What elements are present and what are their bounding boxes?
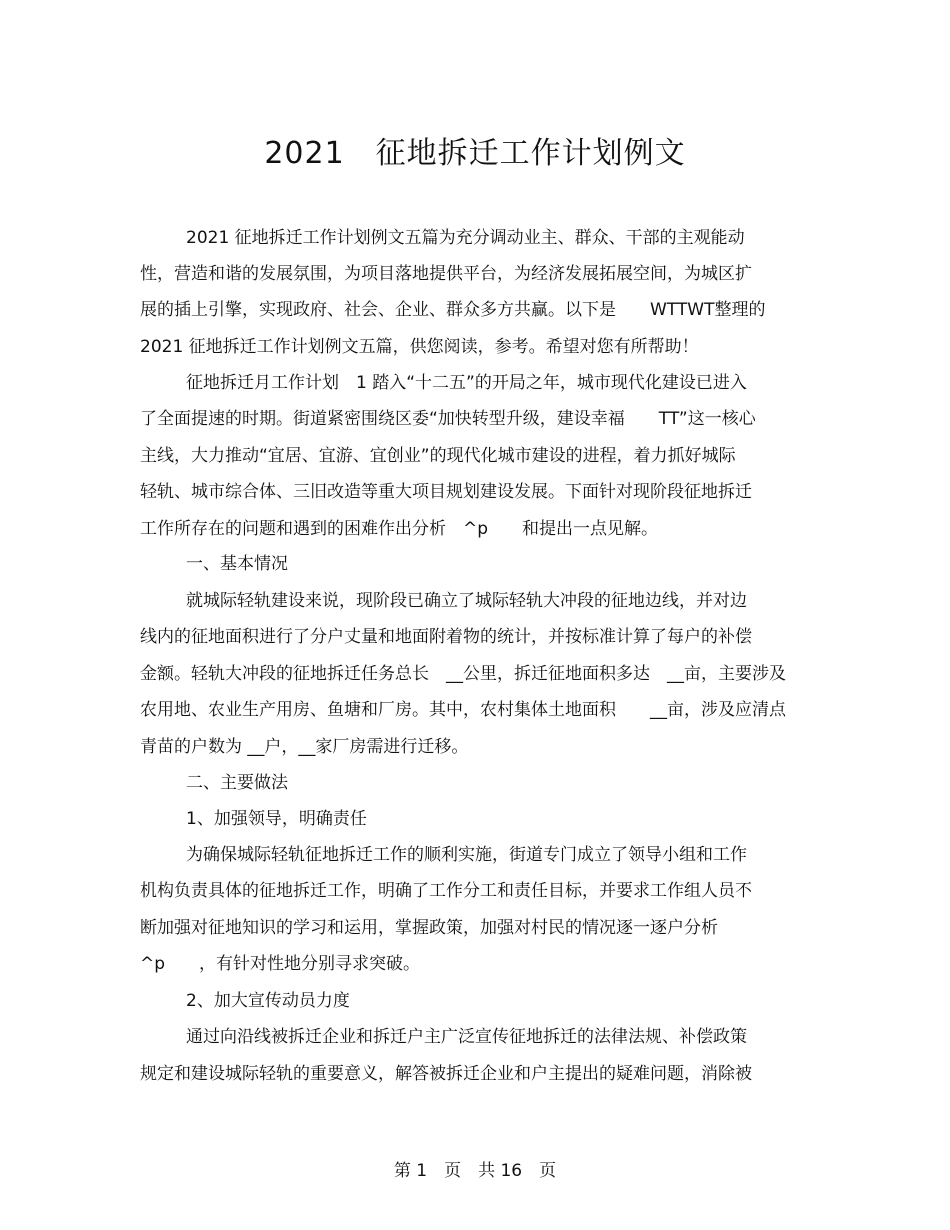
body-line: 规定和建设城际轻轨的重要意义，解答被拆迁企业和户主提出的疑难问题，消除被 [140,1064,752,1084]
body-line: 征地拆迁月工作计划 1 踏入“十二五”的开局之年，城市现代化建设已进入 [186,373,747,393]
body-line: 2021 征地拆迁工作计划例文五篇为充分调动业主、群众、干部的主观能动 [186,228,745,248]
body-line: ^p ，有针对性地分别寻求突破。 [140,954,421,974]
subsection-heading: 2、加大宣传动员力度 [186,991,350,1011]
body-line: 2021 征地拆迁工作计划例文五篇，供您阅读，参考。希望对您有所帮助！ [140,337,699,357]
body-line: 展的插上引擎，实现政府、社会、企业、群众多方共赢。以下是 WTTWT整理的 [140,300,766,320]
body-line: 主线，大力推动“宜居、宜游、宜创业”的现代化城市建设的进程，着力抓好城际 [140,446,736,466]
page-indicator: 第 1 页 共 16 页 [393,1161,557,1181]
section-heading: 一、基本情况 [186,554,288,574]
body-line: 青苗的户数为 __户，__家厂房需进行迁移。 [140,737,469,757]
body-line: 工作所存在的问题和遇到的困难作出分析 ^p 和提出一点见解。 [140,519,659,539]
body-line: 就城际轻轨建设来说，现阶段已确立了城际轻轨大冲段的征地边线，并对边 [186,591,747,611]
body-line: 金额。轻轨大冲段的征地拆迁任务总长 __公里，拆迁征地面积多达 __亩，主要涉及 [140,664,786,684]
body-line: 轻轨、城市综合体、三旧改造等重大项目规划建设发展。下面针对现阶段征地拆迁 [140,482,752,502]
body-line: 线内的征地面积进行了分户丈量和地面附着物的统计，并按标准计算了每户的补偿 [140,627,752,647]
section-heading: 二、主要做法 [186,773,288,793]
document-title: 2021 征地拆迁工作计划例文 [264,136,686,171]
body-line: 机构负责具体的征地拆迁工作，明确了工作分工和责任目标，并要求工作组人员不 [140,881,752,901]
body-line: 性，营造和谐的发展氛围，为项目落地提供平台，为经济发展拓展空间，为城区扩 [140,264,752,284]
body-line: 通过向沿线被拆迁企业和拆迁户主广泛宣传征地拆迁的法律法规、补偿政策 [186,1027,747,1047]
body-line: 断加强对征地知识的学习和运用，掌握政策，加强对村民的情况逐一逐户分析 [140,918,718,938]
body-line: 农用地、农业生产用房、鱼塘和厂房。其中，农村集体土地面积 __亩，涉及应清点 [140,700,786,720]
body-line: 了全面提速的时期。街道紧密围绕区委“加快转型升级，建设幸福 TT”这一核心 [140,409,756,429]
body-line: 为确保城际轻轨征地拆迁工作的顺利实施，街道专门成立了领导小组和工作 [186,845,747,865]
subsection-heading: 1、加强领导，明确责任 [186,809,367,829]
